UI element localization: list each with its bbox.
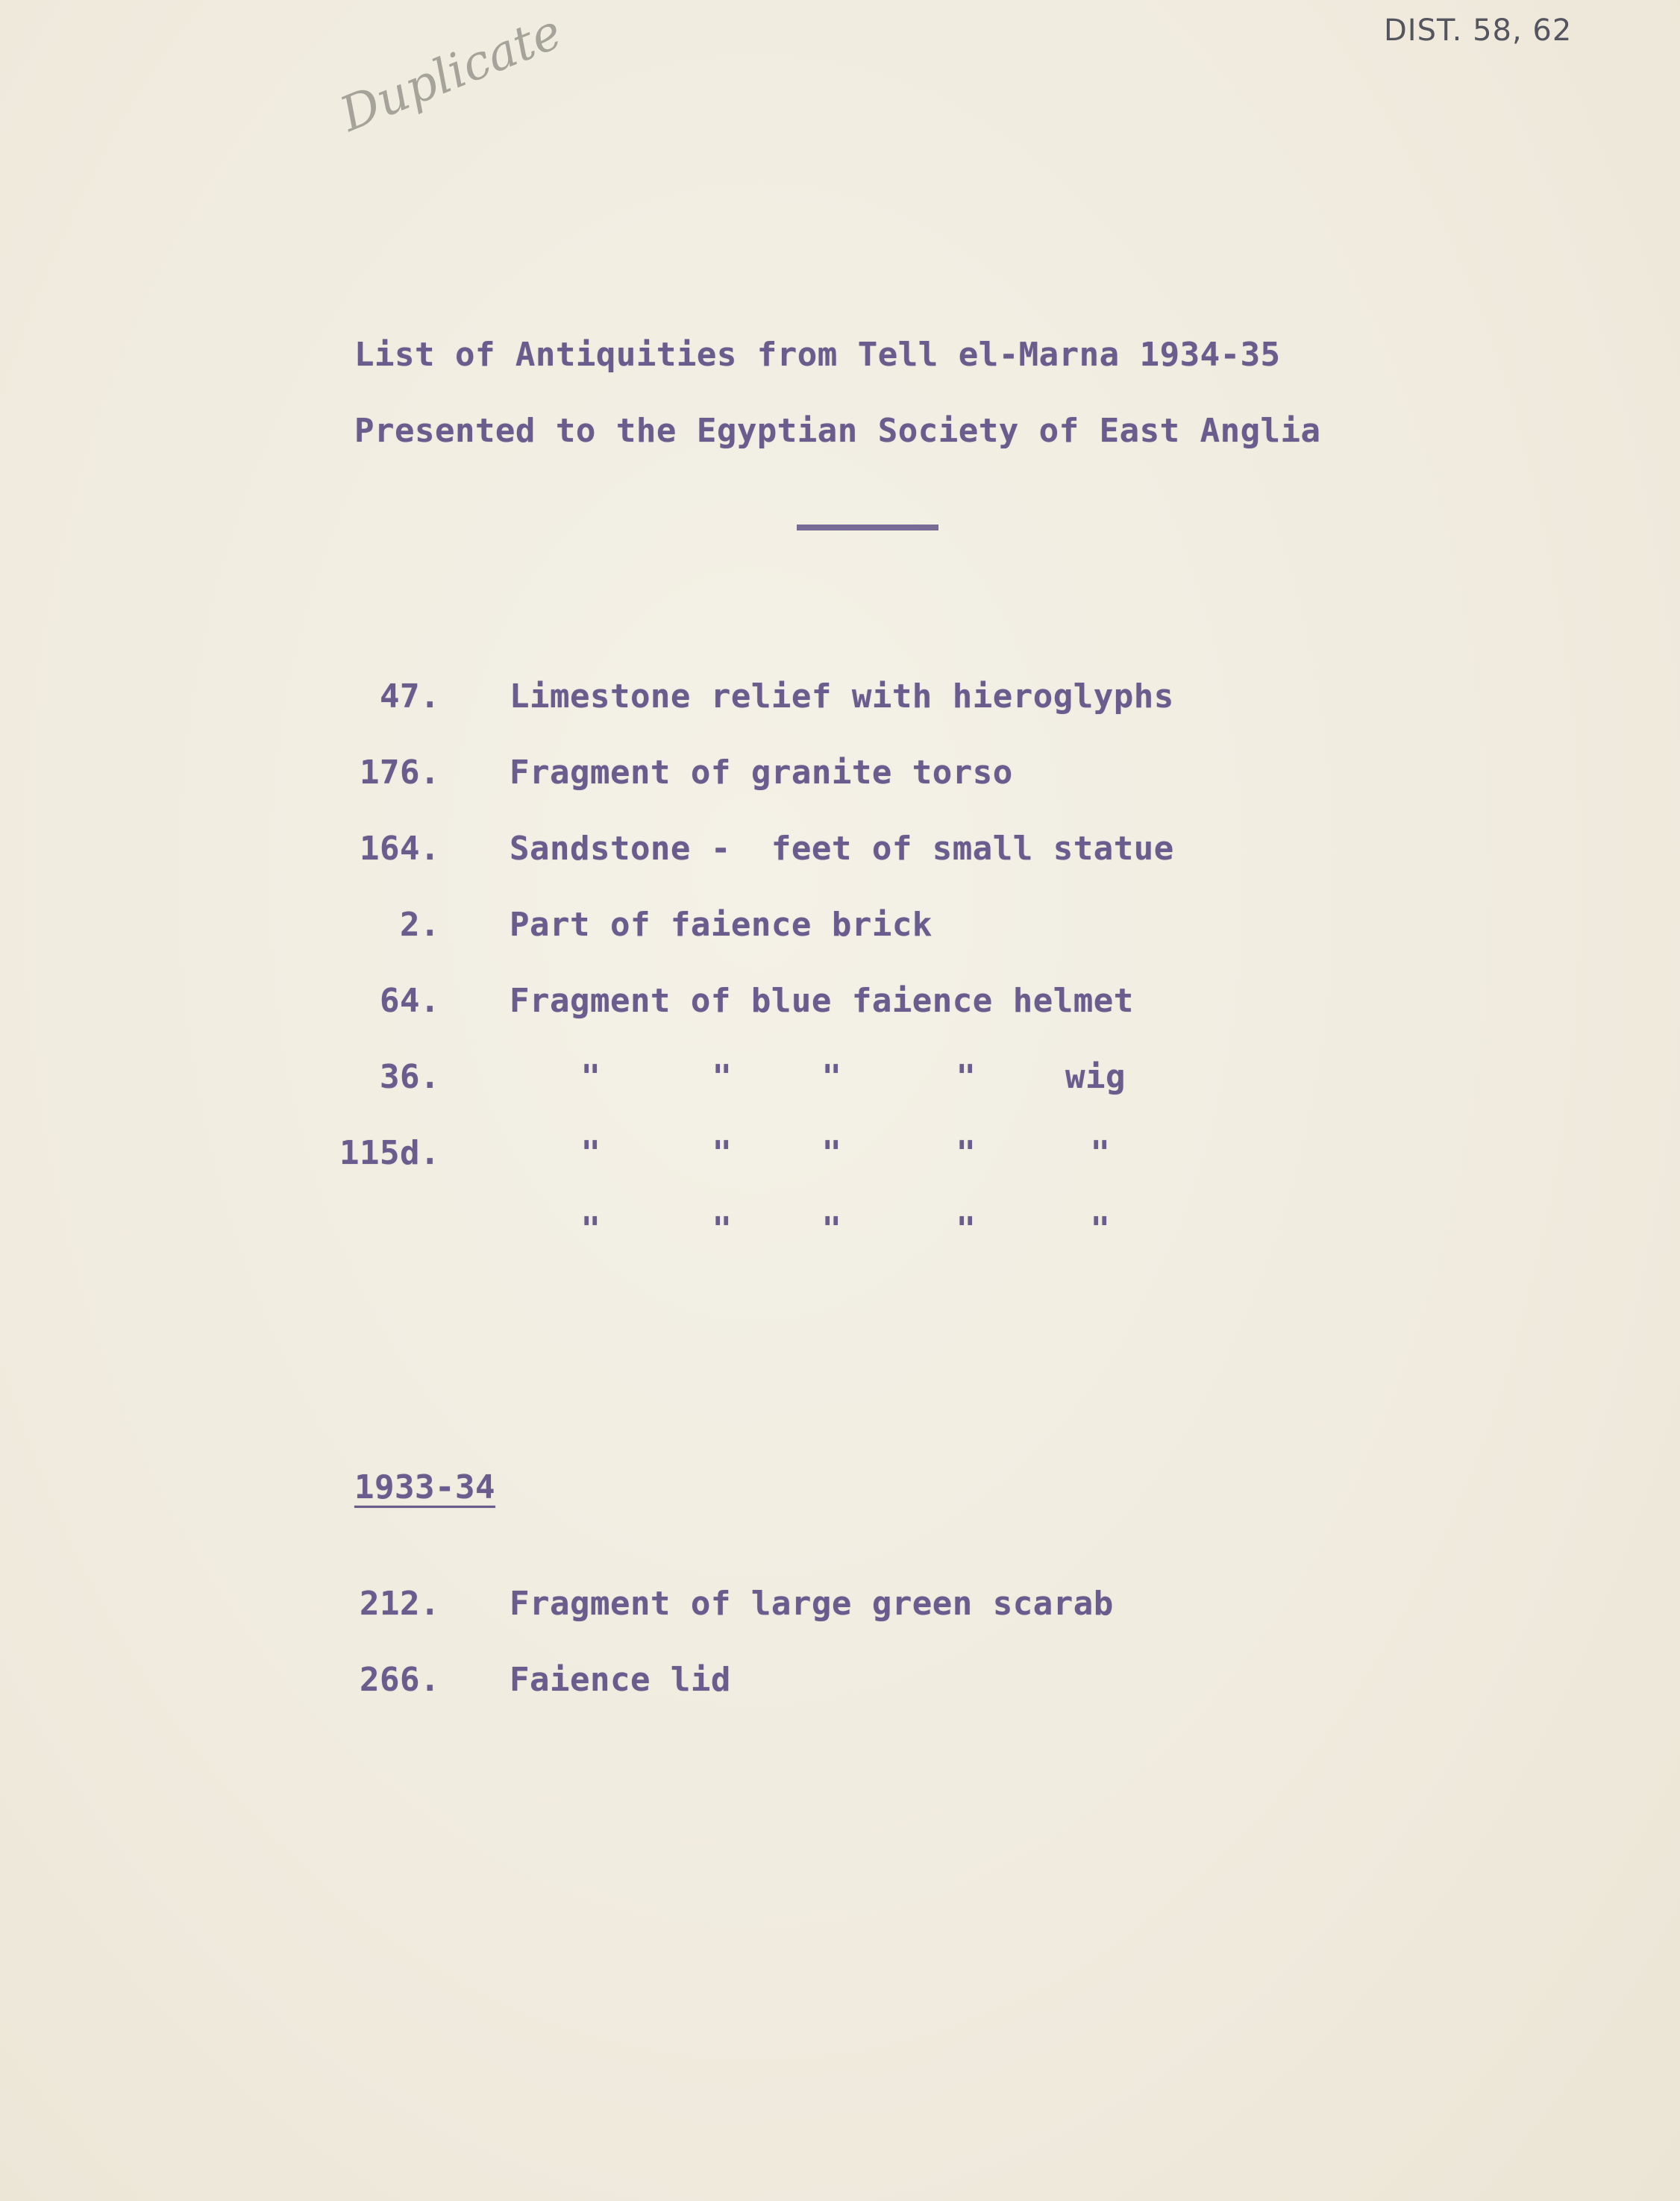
- separator-rule: [797, 525, 938, 530]
- handwritten-note: Duplicate: [333, 4, 570, 143]
- ditto-mark: ": [1090, 1134, 1111, 1172]
- item-number: 176.: [360, 754, 440, 792]
- item-description: Fragment of blue faience helmet: [510, 982, 1134, 1020]
- title-line-1: List of Antiquities from Tell el-Marna 1934-35: [354, 336, 1281, 374]
- ditto-mark: ": [712, 1134, 733, 1172]
- item-number: 212.: [360, 1585, 440, 1623]
- ditto-mark: ": [712, 1210, 733, 1248]
- title-line-2: Presented to the Egyptian Society of East Anglia: [354, 412, 1321, 450]
- item-description: Limestone relief with hieroglyphs: [510, 677, 1174, 716]
- item-description: Sandstone - feet of small statue: [510, 830, 1174, 868]
- ditto-mark: ": [821, 1058, 842, 1096]
- ditto-mark: ": [821, 1134, 842, 1172]
- item-description: Part of faience brick: [510, 906, 933, 944]
- ditto-mark: ": [956, 1210, 977, 1248]
- reference-number: DIST. 58, 62: [1384, 13, 1573, 48]
- item-description: wig: [1065, 1058, 1126, 1096]
- ditto-mark: ": [821, 1210, 842, 1248]
- ditto-mark: ": [956, 1058, 977, 1096]
- item-number: 115d.: [339, 1134, 440, 1172]
- ditto-mark: ": [580, 1210, 601, 1248]
- ditto-mark: ": [712, 1058, 733, 1096]
- item-description: Faience lid: [510, 1661, 731, 1699]
- ditto-mark: ": [580, 1058, 601, 1096]
- item-number: 266.: [360, 1661, 440, 1699]
- ditto-mark: ": [580, 1134, 601, 1172]
- item-number: 47.: [380, 677, 440, 716]
- item-number: 64.: [380, 982, 440, 1020]
- ditto-mark: ": [1090, 1210, 1111, 1248]
- item-description: Fragment of large green scarab: [510, 1585, 1114, 1623]
- item-number: 36.: [380, 1058, 440, 1096]
- item-number: 2.: [400, 906, 440, 944]
- item-number: 164.: [360, 830, 440, 868]
- ditto-mark: ": [956, 1134, 977, 1172]
- item-description: Fragment of granite torso: [510, 754, 1013, 792]
- section-heading: 1933-34: [354, 1468, 495, 1506]
